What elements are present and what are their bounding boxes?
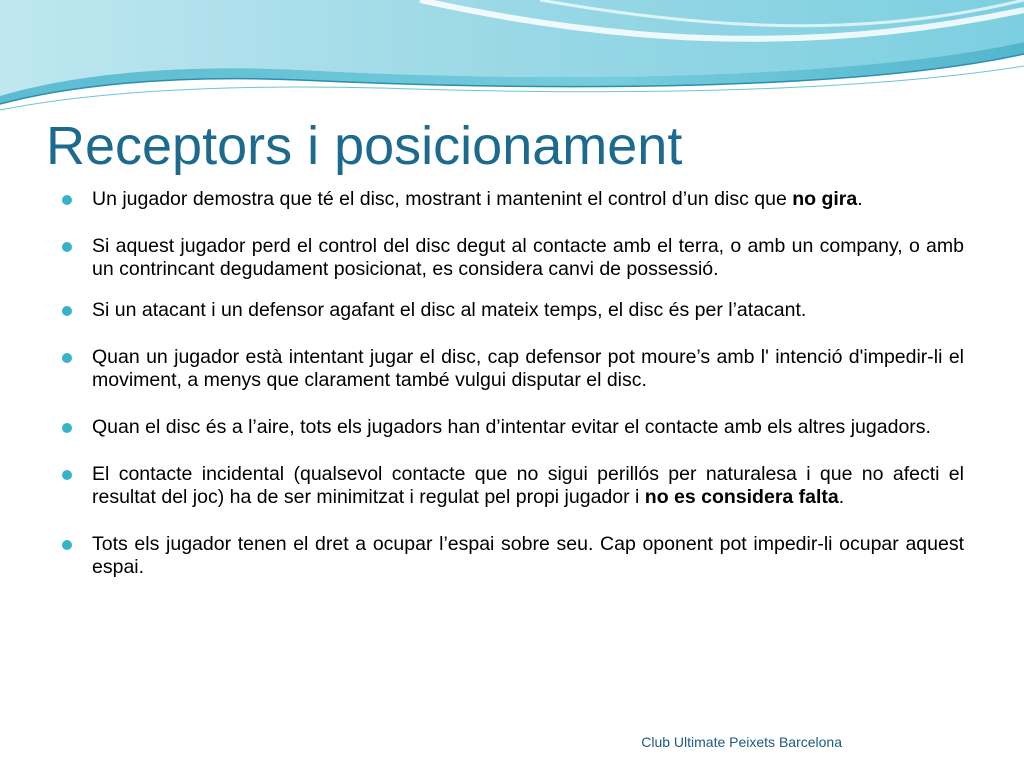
bullet-dot-icon: [62, 353, 72, 363]
bullet-text: Si aquest jugador perd el control del disc degut al contacte amb el terra, o amb un company, o amb un contrincant degudament posicionat, es considera canvi de possessió.: [92, 235, 964, 280]
bullet-item: [62, 235, 964, 281]
slide-title: Receptors i posicionament: [46, 116, 683, 176]
bullet-item: [62, 416, 964, 439]
bullet-dot-icon: [62, 540, 72, 550]
header-wave-decoration: [0, 0, 1024, 115]
bullet-dot-icon: [62, 306, 72, 316]
bullet-item: [62, 346, 964, 392]
bullet-list: [62, 188, 964, 603]
bullet-dot-icon: [62, 242, 72, 252]
bullet-text: Si un atacant i un defensor agafant el disc al mateix temps, el disc és per l’atacant.: [92, 299, 807, 321]
bullet-item: [62, 533, 964, 579]
bullet-text: Quan un jugador està intentant jugar el disc, cap defensor pot moure’s amb l' intenció d'impedir-li el moviment, a menys que clarament també vulgui disputar el disc.: [92, 346, 964, 391]
bullet-text: Quan el disc és a l’aire, tots els jugadors han d’intentar evitar el contacte amb els altres jugadors.: [92, 416, 931, 438]
bullet-item: [62, 463, 964, 509]
bullet-bold-text: no gira: [792, 188, 858, 210]
bullet-text: .: [838, 486, 845, 508]
footer-text: Club Ultimate Peixets Barcelona: [641, 734, 842, 750]
bullet-item: [62, 188, 964, 211]
bullet-text: Un jugador demostra que té el disc, mostrant i mantenint el control d’un disc que: [92, 188, 793, 210]
bullet-text: .: [857, 188, 863, 210]
bullet-text: Tots els jugador tenen el dret a ocupar l’espai sobre seu. Cap oponent pot impedir-li ocupar aquest espai.: [92, 533, 964, 578]
bullet-dot-icon: [62, 470, 72, 480]
bullet-text: El contacte incidental (qualsevol contacte que no sigui perillós per naturalesa i que no afecti el resultat del joc) ha de ser minimitzat i regulat pel propi jugador i: [92, 463, 964, 508]
bullet-dot-icon: [62, 195, 72, 205]
bullet-item: [62, 299, 964, 322]
bullet-dot-icon: [62, 423, 72, 433]
bullet-bold-text: no es considera falta: [644, 486, 839, 508]
